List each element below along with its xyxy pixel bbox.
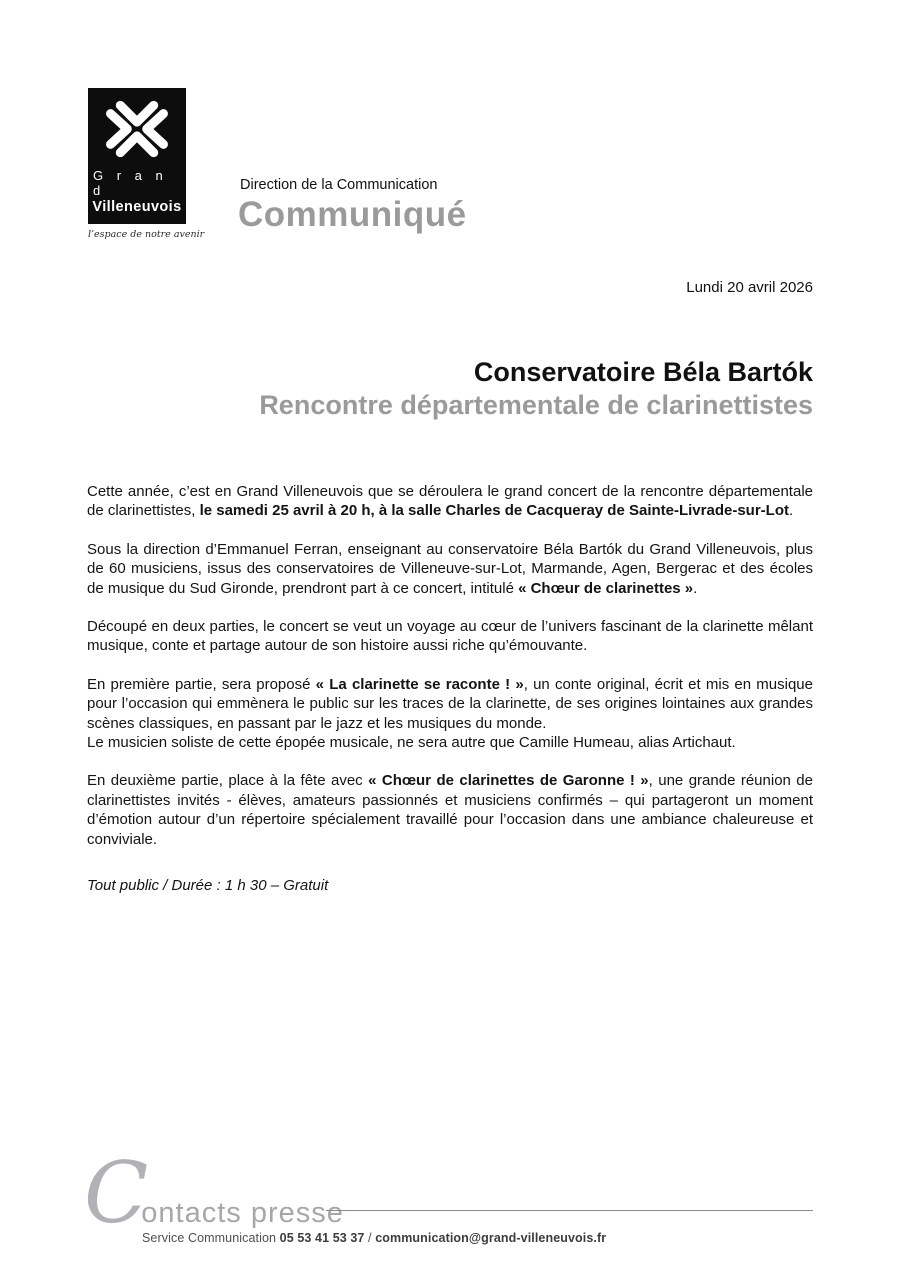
body-paragraph	[87, 771, 813, 849]
bold-text-segment: communication@grand-villeneuvois.fr	[375, 1231, 607, 1245]
text-segment: .	[693, 579, 698, 597]
text-segment: /	[364, 1231, 376, 1245]
service-contact-line	[142, 1231, 606, 1245]
document-title	[87, 356, 813, 422]
bold-text-segment: « La clarinette se raconte ! »	[315, 675, 524, 693]
event-info-footnote: Tout public / Durée : 1 h 30 – Gratuit	[87, 877, 329, 895]
x-chevrons-icon	[102, 97, 172, 161]
text-segment: Cette année, c’est en Grand Villeneuvois que se déroulera le grand concert de la rencontre départementale de clarinettistes,	[87, 483, 813, 520]
text-segment: Le musicien soliste de cette épopée musicale, ne sera autre que Camille Humeau, alias Artichaut.	[87, 734, 736, 752]
title-line-2: Rencontre départementale de clarinettistes	[259, 390, 813, 420]
text-segment: .	[789, 502, 794, 520]
document-type-title: Communiqué	[238, 195, 467, 234]
body-paragraphs	[87, 482, 813, 849]
body-paragraph	[87, 540, 813, 598]
text-segment: En première partie, sera proposé	[87, 675, 316, 693]
text-segment: Découpé en deux parties, le concert se veut un voyage au cœur de l’univers fascinant de la clarinette mêlant musique, conte et partage autour de son histoire aussi riche qu’émouvante.	[87, 618, 813, 655]
body-paragraph	[87, 482, 813, 521]
title-line-1: Conservatoire Béla Bartók	[473, 357, 813, 387]
body-paragraph	[87, 675, 813, 753]
text-segment: En deuxième partie, place à la fête avec	[87, 772, 369, 790]
bold-text-segment: le samedi 25 avril à 20 h, à la salle Charles de Cacqueray de Sainte-Livrade-sur-Lot	[199, 502, 789, 520]
logo-name-villeneuvois: Villeneuvois	[92, 199, 182, 215]
contacts-initial-letter: C	[84, 1144, 149, 1242]
document-date: Lundi 20 avril 2026	[686, 279, 813, 296]
text-segment: Service Communication	[142, 1231, 280, 1245]
grand-villeneuvois-logo	[88, 88, 186, 224]
logo-tagline: l’espace de notre avenir	[88, 229, 205, 240]
text-segment: , une grande réunion de clarinettistes invités - élèves, amateurs passionnés et musiciens confirmés – qui partageront un moment d’émotion autour d’un répertoire spécialement travaillé pour l’occasion dans une ambiance chaleureuse et conviviale.	[87, 772, 813, 848]
body-paragraph	[87, 617, 813, 656]
department-label: Direction de la Communication	[240, 177, 438, 193]
bold-text-segment: « Chœur de clarinettes de Garonne ! »	[368, 772, 649, 790]
text-segment: Sous la direction d’Emmanuel Ferran, enseignant au conservatoire Béla Bartók du Grand Villeneuvois, plus de 60 musiciens, issus des conservatoires de Villeneuve-sur-Lot, Marmande, Agen, Bergerac et des écoles de musique du Sud Gironde, prendront part à ce concert, intitulé	[87, 540, 813, 597]
contacts-heading-text: ontacts presse	[141, 1197, 344, 1229]
logo-name-grand: G r a n d	[93, 168, 168, 198]
bold-text-segment: 05 53 41 53 37	[279, 1231, 365, 1245]
footer-divider-line	[326, 1210, 813, 1211]
text-segment: , un conte original, écrit et mis en musique pour l’occasion qui emmènera le public sur les traces de la clarinette, de ses origines lointaines aux grandes scènes classiques, en passant par le jazz et les musiques du monde.	[87, 675, 813, 732]
document-body	[87, 356, 813, 894]
bold-text-segment: « Chœur de clarinettes »	[518, 579, 694, 597]
